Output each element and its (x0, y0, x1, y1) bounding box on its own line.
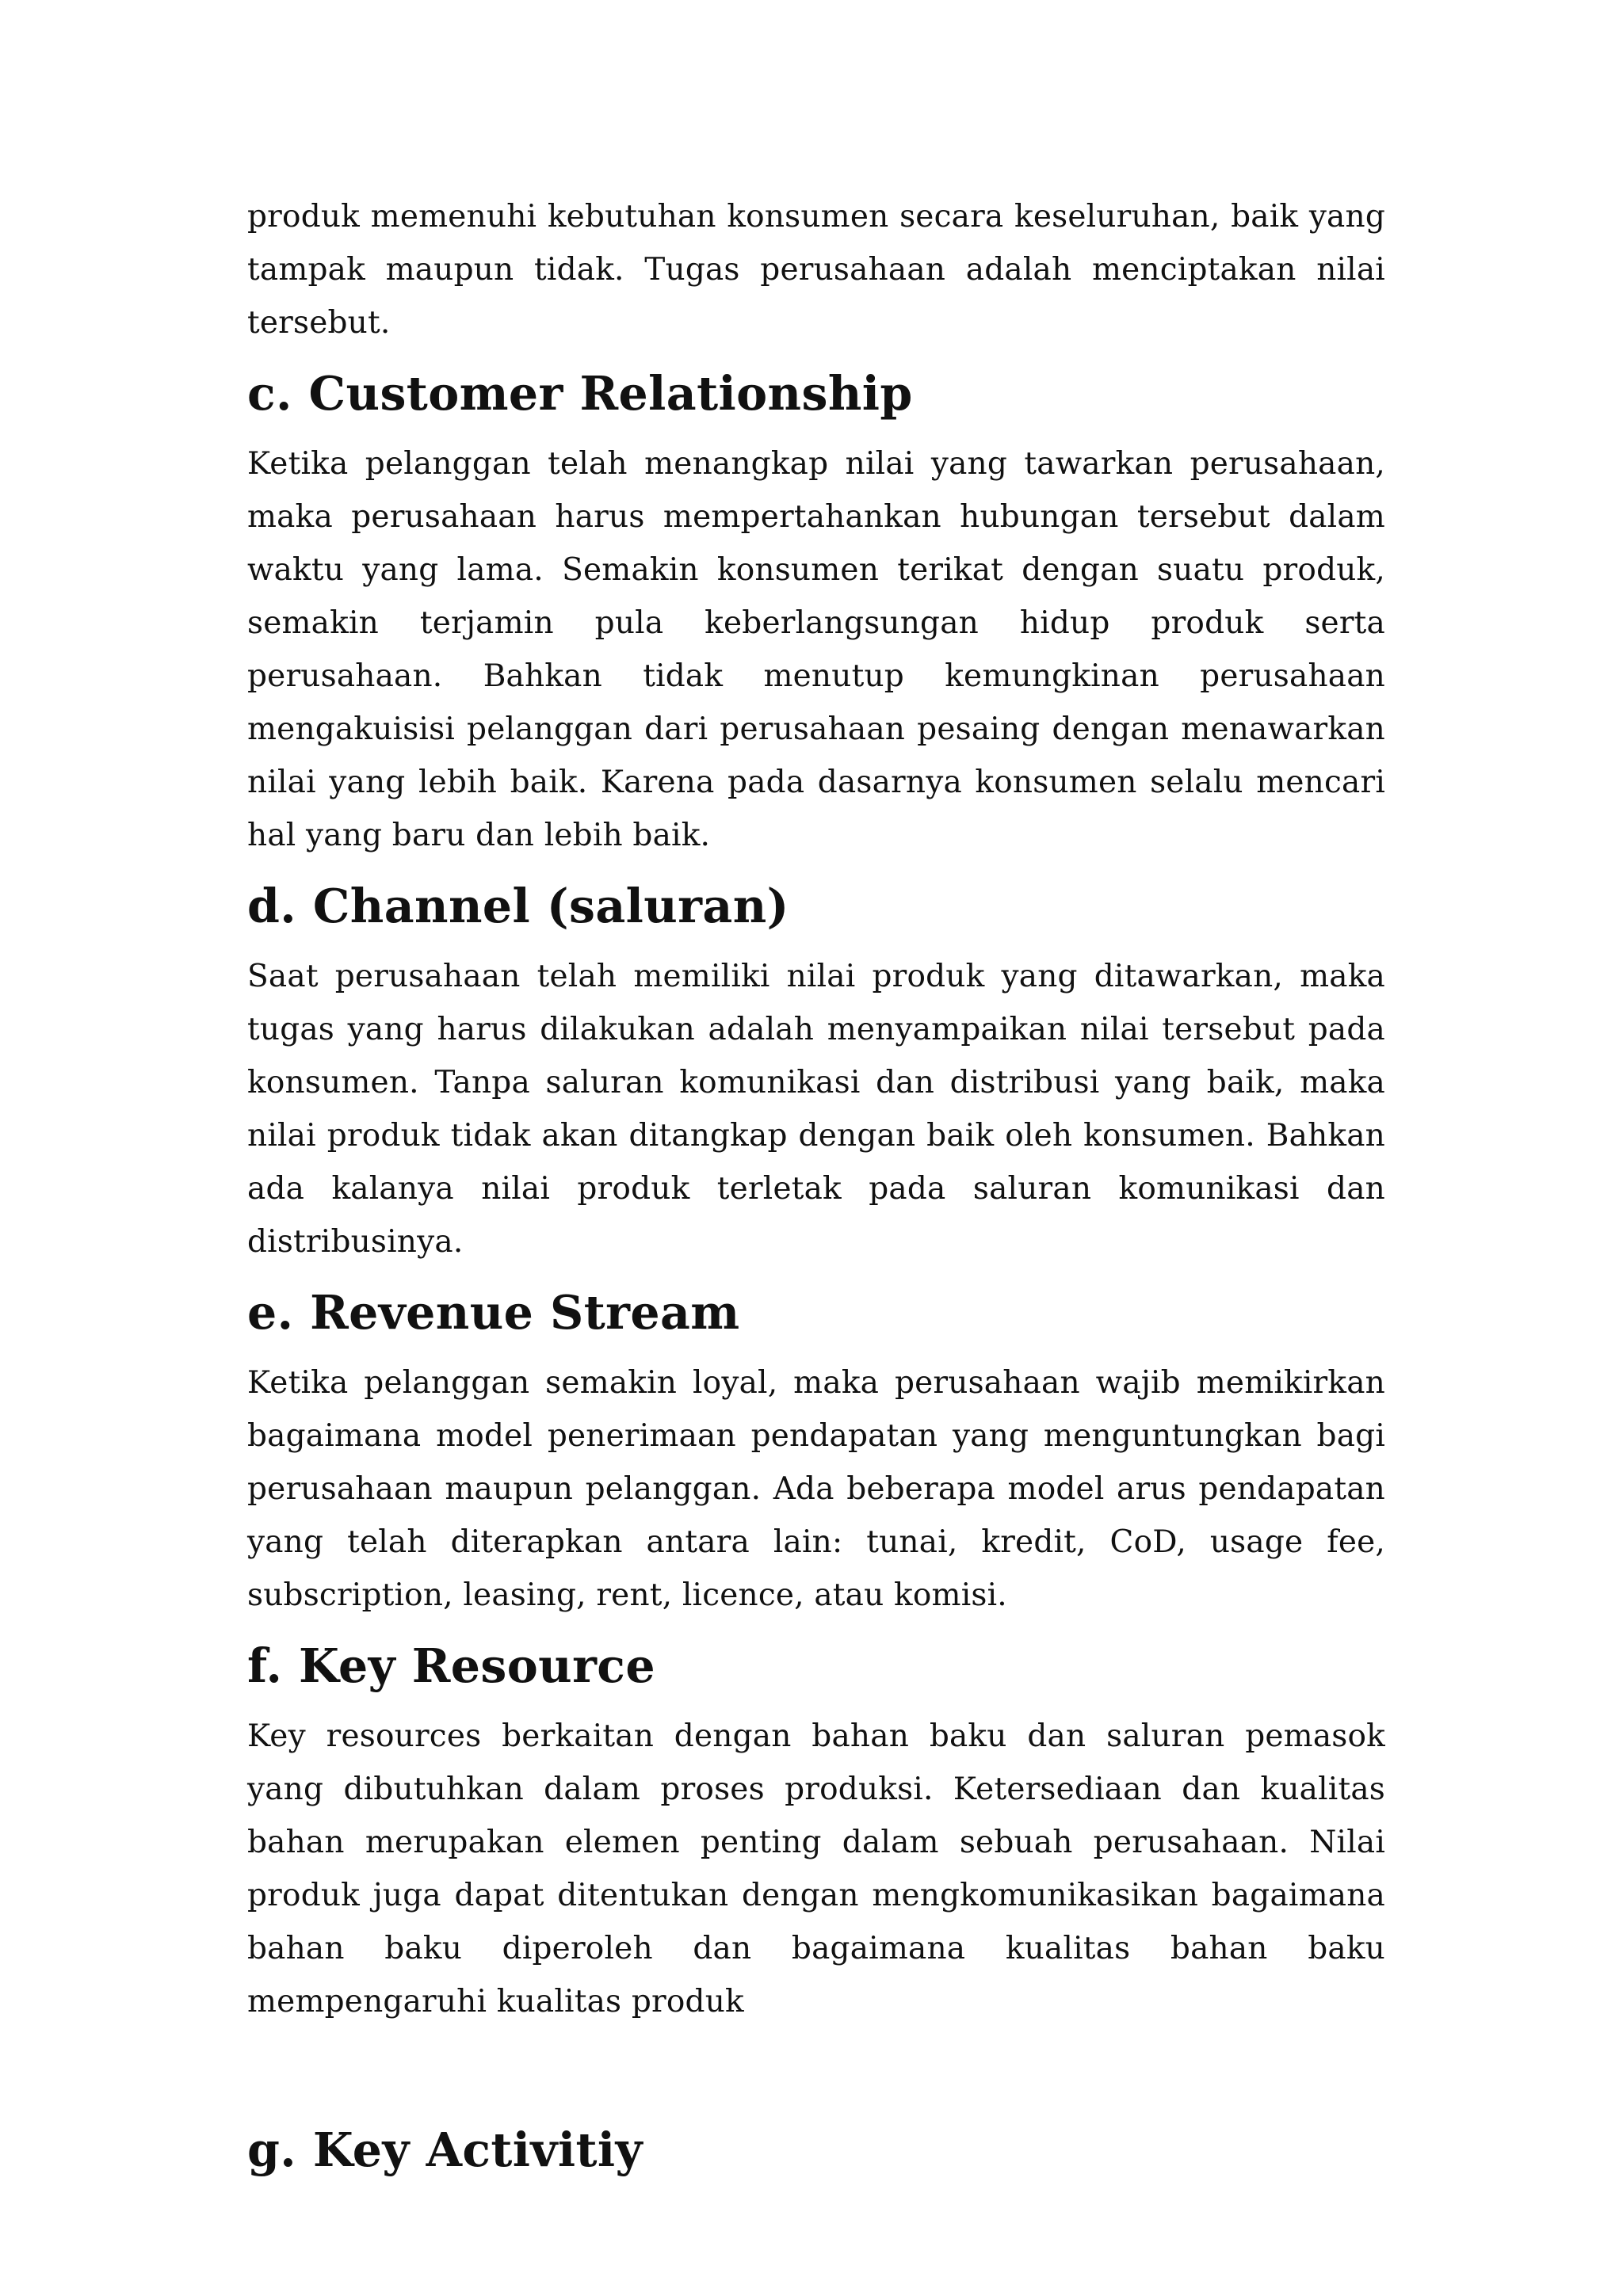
paragraph-channel: Saat perusahaan telah memiliki nilai produk yang ditawarkan, maka tugas yang harus dilakukan adalah menyampaikan nilai tersebut pada konsumen. Tanpa saluran komunikasi dan distribusi yang baik, maka nilai produk tidak akan ditangkap dengan baik oleh konsumen. Bahkan ada kalanya nilai produk terletak pada saluran komunikasi dan distribusinya. (247, 959, 1385, 1260)
intro-paragraph: produk memenuhi kebutuhan konsumen secara keseluruhan, baik yang tampak maupun tidak. Tugas perusahaan adalah menciptakan nilai tersebut. (247, 199, 1385, 341)
heading-revenue-stream: e. Revenue Stream (247, 1285, 740, 1340)
heading-key-activity: g. Key Activitiy (247, 2122, 643, 2177)
heading-channel: d. Channel (saluran) (247, 879, 789, 933)
paragraph-key-resource: Key resources berkaitan dengan bahan baku dan saluran pemasok yang dibutuhkan dalam proses produksi. Ketersediaan dan kualitas bahan merupakan elemen penting dalam sebuah perusahaan. Nilai produk juga dapat ditentukan dengan mengkomunikasikan bagaimana bahan baku diperoleh dan bagaimana kualitas bahan baku mempengaruhi kualitas produk (247, 1718, 1385, 2019)
heading-key-resource: f. Key Resource (247, 1638, 655, 1693)
paragraph-customer-relationship: Ketika pelanggan telah menangkap nilai yang tawarkan perusahaan, maka perusahaan harus mempertahankan hubungan tersebut dalam waktu yang lama. Semakin konsumen terikat dengan suatu produk, semakin terjamin pula keberlangsungan hidup produk serta perusahaan. Bahkan tidak menutup kemungkinan perusahaan mengakuisisi pelanggan dari perusahaan pesaing dengan menawarkan nilai yang lebih baik. Karena pada dasarnya konsumen selalu mencari hal yang baru dan lebih baik. (247, 446, 1385, 853)
heading-customer-relationship: c. Customer Relationship (247, 366, 913, 421)
paragraph-revenue-stream: Ketika pelanggan semakin loyal, maka perusahaan wajib memikirkan bagaimana model penerimaan pendapatan yang menguntungkan bagi perusahaan maupun pelanggan. Ada beberapa model arus pendapatan yang telah diterapkan antara lain: tunai, kredit, CoD, usage fee, subscription, leasing, rent, licence, atau komisi. (247, 1365, 1385, 1613)
document-page (247, 190, 1385, 2176)
